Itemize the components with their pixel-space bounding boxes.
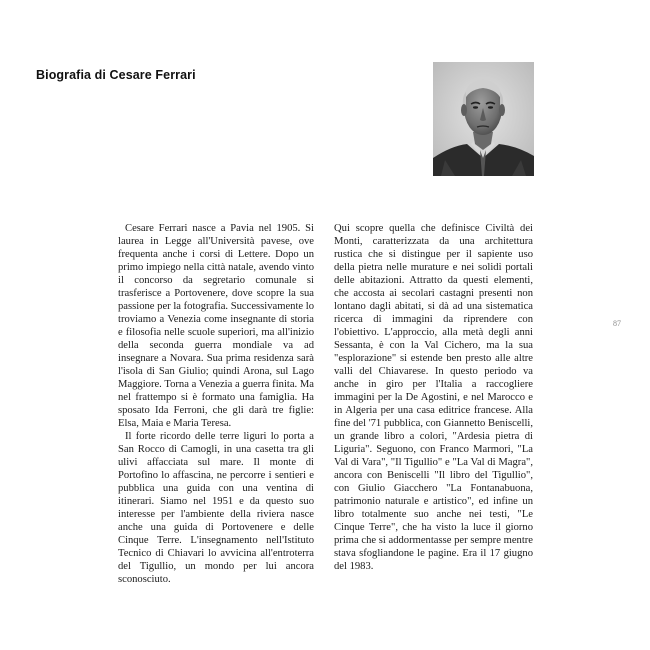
biography-column-right [334, 222, 533, 573]
portrait-image [433, 62, 534, 176]
paragraph: Cesare Ferrari nasce a Pavia nel 1905. Si laurea in Legge all'Università pavese, ove frequenta anche i corsi di Lettere. Dopo un primo impiego nella città natale, avendo vinto il concorso da segretario comunale si trasferisce a Portovenere, dove scopre la sua passione per la fotografia. Successivamente lo troviamo a Venezia come insegnante di storia e filosofia nelle scuole superiori, ma all'inizio della seconda guerra mondiale va ad insegnare a Novara. Sua prima residenza sarà l'isola di San Giulio; quindi Arona, sul Lago Maggiore. Torna a Venezia a guerra finita. Ma nel frattempo si è formato una famiglia. Ha sposato Ida Ferroni, che gli darà tre figlie: Elsa, Maia e Maria Teresa. [118, 223, 314, 429]
paragraph: Qui scopre quella che definisce Civiltà dei Monti, caratterizzata da una architettura rustica che si distingue per il sapiente uso della pietra nelle murature e nei solidi portali delle abitazioni. Attratto da questi elementi, che accosta ai secolari castagni presenti non lontano dagli abitati, si dà ad una sistematica ricerca di immagini da riprendere con l'obiettivo. L'approccio, alla metà degli anni Sessanta, è con la Val Cichero, ma la sua "esplorazione" si estende ben presto alle altre valli del Chiavarese. In questo periodo va anche in giro per l'Italia a raccogliere immagini per la De Agostini, e nel Marocco e in Algeria per una casa editrice francese. Alla fine del '71 pubblica, con Giannetto Beniscelli, un grande libro a colori, "Ardesia pietra di Liguria". Seguono, con Franco Marmori, "La Val di Vara", "Il Tigullio" e "La Val di Magra", ancora con Beniscelli "Il libro del Tigullio", con Giulio Giacchero "La Fontanabuona, patrimonio naturale e artistico", ed infine un libro totalmente suo anche nei testi, "Le Cinque Terre", che ha visto la luce il giorno prima che si addormentasse per sempre mentre stava sfogliandone le pagine. Era il 17 giugno del 1983. [334, 223, 534, 572]
page-number: 87 [613, 319, 621, 328]
page-title: Biografia di Cesare Ferrari [36, 68, 196, 82]
portrait-photo [433, 62, 534, 176]
biography-column-left [118, 222, 314, 586]
paragraph: Il forte ricordo delle terre liguri lo porta a San Rocco di Camogli, in una casetta tra gli ulivi affacciata sul mare. Il monte di Portofino lo affascina, ne percorre i sentieri e pubblica una guida con una ventina di itinerari. Siamo nel 1951 e da questo suo interesse per l'ambiente della riviera nasce anche una guida di Portovenere e delle Cinque Terre. L'insegnamento nell'Istituto Tecnico di Chiavari lo avvicina all'entroterra del Tigullio, un mondo per lui ancora sconosciuto. [118, 431, 314, 585]
